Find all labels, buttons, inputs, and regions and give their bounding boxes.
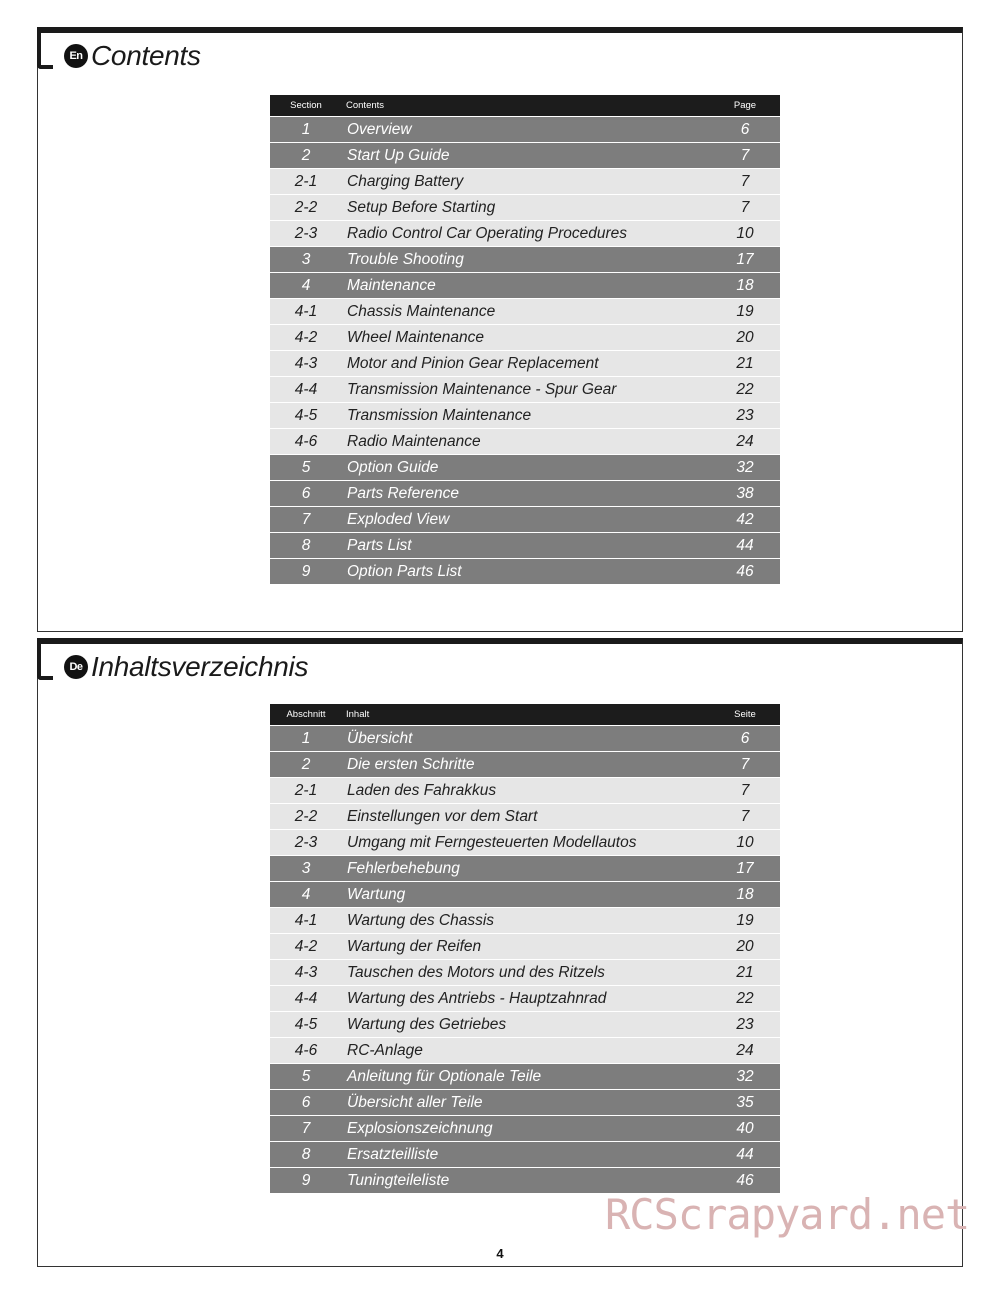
- row-section-number: 4-2: [294, 937, 318, 955]
- row-section-number: 9: [301, 1171, 311, 1189]
- toc-row: [270, 855, 780, 881]
- section-heading-en: [64, 40, 201, 72]
- row-section-number: 4-6: [294, 1041, 318, 1059]
- row-section-number: 3: [301, 250, 311, 268]
- row-section-number: 6: [301, 1093, 311, 1111]
- row-title: Tauschen des Motors und des Ritzels: [347, 963, 605, 981]
- row-page-number: 21: [736, 963, 754, 981]
- row-title: Die ersten Schritte: [347, 755, 475, 773]
- row-section-number: 5: [301, 1067, 311, 1085]
- row-section-number: 2-1: [294, 172, 318, 190]
- row-title: Parts List: [347, 536, 412, 554]
- toc-table-en: [270, 95, 780, 584]
- row-section-number: 2-2: [294, 807, 318, 825]
- row-page-number: 7: [740, 755, 750, 773]
- toc-row: [270, 220, 780, 246]
- row-page-number: 32: [736, 1067, 754, 1085]
- row-section-number: 4-5: [294, 406, 318, 424]
- toc-row: [270, 454, 780, 480]
- row-page-number: 7: [740, 807, 750, 825]
- toc-row: [270, 298, 780, 324]
- header-contents: Inhalt: [346, 709, 370, 720]
- header-page: Page: [733, 100, 757, 111]
- row-section-number: 5: [301, 458, 311, 476]
- toc-row: [270, 532, 780, 558]
- row-title: Ersatzteilliste: [347, 1145, 439, 1163]
- toc-row: [270, 376, 780, 402]
- toc-row: [270, 116, 780, 142]
- row-section-number: 7: [301, 1119, 311, 1137]
- row-section-number: 4-6: [294, 432, 318, 450]
- toc-row: [270, 881, 780, 907]
- toc-row: [270, 142, 780, 168]
- toc-row: [270, 829, 780, 855]
- header-page: Seite: [734, 709, 756, 720]
- row-page-number: 46: [736, 1171, 754, 1189]
- row-page-number: 24: [736, 1041, 754, 1059]
- row-title: Charging Battery: [347, 172, 464, 190]
- row-section-number: 2-2: [294, 198, 318, 216]
- row-section-number: 4-4: [294, 989, 318, 1007]
- row-page-number: 24: [736, 432, 754, 450]
- toc-row: [270, 402, 780, 428]
- row-title: Radio Control Car Operating Procedures: [347, 224, 627, 242]
- row-page-number: 44: [736, 536, 754, 554]
- row-section-number: 2: [301, 146, 311, 164]
- row-title: Einstellungen vor dem Start: [347, 807, 538, 825]
- watermark: RCScrapyard.net: [605, 1190, 970, 1239]
- row-page-number: 10: [736, 833, 754, 851]
- row-section-number: 9: [301, 562, 311, 580]
- row-title: Wartung der Reifen: [347, 937, 482, 955]
- toc-row: [270, 168, 780, 194]
- toc-row: [270, 959, 780, 985]
- row-page-number: 32: [736, 458, 754, 476]
- row-section-number: 4-4: [294, 380, 318, 398]
- row-page-number: 42: [736, 510, 754, 528]
- toc-row: [270, 324, 780, 350]
- toc-table-de: [270, 704, 780, 1193]
- row-section-number: 2-3: [294, 224, 318, 242]
- row-title: Wartung des Chassis: [347, 911, 495, 929]
- row-title: Wheel Maintenance: [347, 328, 484, 346]
- row-page-number: 18: [736, 885, 754, 903]
- row-page-number: 23: [736, 406, 754, 424]
- row-title: RC-Anlage: [347, 1041, 423, 1059]
- row-page-number: 22: [736, 380, 754, 398]
- toc-row: [270, 558, 780, 584]
- row-section-number: 4: [301, 885, 311, 903]
- row-title: Wartung des Antriebs - Hauptzahnrad: [347, 989, 607, 1007]
- row-page-number: 19: [736, 302, 754, 320]
- row-title: Anleitung für Optionale Teile: [347, 1067, 542, 1085]
- language-badge-icon: De: [64, 655, 88, 679]
- row-title: Transmission Maintenance: [347, 406, 532, 424]
- row-title: Exploded View: [347, 510, 450, 528]
- row-title: Start Up Guide: [347, 146, 450, 164]
- row-title: Chassis Maintenance: [347, 302, 496, 320]
- row-page-number: 6: [740, 729, 750, 747]
- row-title: Tuningteileliste: [347, 1171, 450, 1189]
- row-page-number: 23: [736, 1015, 754, 1033]
- row-title: Parts Reference: [347, 484, 459, 502]
- row-title: Overview: [347, 120, 412, 138]
- row-section-number: 4: [301, 276, 311, 294]
- row-section-number: 1: [301, 120, 311, 138]
- contents-panel-de: [37, 638, 963, 1267]
- row-section-number: 4-1: [294, 302, 318, 320]
- header-section: Section: [290, 100, 322, 111]
- contents-panel-en: [37, 27, 963, 632]
- toc-row: [270, 1115, 780, 1141]
- row-title: Laden des Fahrakkus: [347, 781, 497, 799]
- toc-row: [270, 751, 780, 777]
- toc-row: [270, 933, 780, 959]
- page-title: Contents: [91, 40, 201, 71]
- toc-row: [270, 350, 780, 376]
- toc-row: [270, 1141, 780, 1167]
- row-section-number: 6: [301, 484, 311, 502]
- toc-header: [270, 95, 780, 116]
- row-section-number: 2-3: [294, 833, 318, 851]
- row-section-number: 4-1: [294, 911, 318, 929]
- row-page-number: 10: [736, 224, 754, 242]
- header-contents: Contents: [346, 100, 385, 111]
- row-page-number: 19: [736, 911, 754, 929]
- toc-row: [270, 1089, 780, 1115]
- toc-row: [270, 777, 780, 803]
- row-page-number: 17: [736, 859, 754, 877]
- row-title: Übersicht: [347, 729, 413, 747]
- row-section-number: 2: [301, 755, 311, 773]
- row-page-number: 17: [736, 250, 754, 268]
- toc-row: [270, 907, 780, 933]
- row-title: Radio Maintenance: [347, 432, 481, 450]
- row-page-number: 46: [736, 562, 754, 580]
- row-section-number: 8: [301, 1145, 311, 1163]
- row-title: Option Parts List: [347, 562, 462, 580]
- toc-row: [270, 803, 780, 829]
- toc-row: [270, 428, 780, 454]
- row-section-number: 4-3: [294, 963, 318, 981]
- toc-rows: [270, 725, 780, 1193]
- row-page-number: 7: [740, 781, 750, 799]
- row-title: Explosionszeichnung: [347, 1119, 493, 1137]
- row-page-number: 7: [740, 172, 750, 190]
- row-page-number: 38: [736, 484, 754, 502]
- row-section-number: 7: [301, 510, 311, 528]
- row-title: Wartung: [347, 885, 406, 903]
- row-title: Motor and Pinion Gear Replacement: [347, 354, 599, 372]
- header-section: Abschnitt: [286, 709, 326, 720]
- toc-row: [270, 246, 780, 272]
- row-section-number: 4-3: [294, 354, 318, 372]
- row-page-number: 44: [736, 1145, 754, 1163]
- row-title: Maintenance: [347, 276, 436, 294]
- row-title: Umgang mit Ferngesteuerten Modellautos: [347, 833, 637, 851]
- row-section-number: 1: [301, 729, 311, 747]
- toc-row: [270, 985, 780, 1011]
- row-page-number: 22: [736, 989, 754, 1007]
- row-section-number: 2-1: [294, 781, 318, 799]
- toc-row: [270, 194, 780, 220]
- toc-row: [270, 725, 780, 751]
- row-title: Transmission Maintenance - Spur Gear: [347, 380, 617, 398]
- row-page-number: 18: [736, 276, 754, 294]
- toc-rows: [270, 116, 780, 584]
- row-section-number: 4-5: [294, 1015, 318, 1033]
- language-badge-icon: En: [64, 44, 88, 68]
- toc-row: [270, 506, 780, 532]
- row-page-number: 21: [736, 354, 754, 372]
- row-title: Fehlerbehebung: [347, 859, 460, 877]
- row-title: Wartung des Getriebes: [347, 1015, 507, 1033]
- row-title: Trouble Shooting: [347, 250, 464, 268]
- row-section-number: 8: [301, 536, 311, 554]
- toc-row: [270, 272, 780, 298]
- toc-row: [270, 1011, 780, 1037]
- page-title: Inhaltsverzeichnis: [91, 651, 309, 682]
- corner-accent: [37, 638, 53, 680]
- row-title: Setup Before Starting: [347, 198, 496, 216]
- row-page-number: 7: [740, 146, 750, 164]
- row-page-number: 40: [736, 1119, 754, 1137]
- row-section-number: 3: [301, 859, 311, 877]
- toc-row: [270, 1063, 780, 1089]
- toc-header: [270, 704, 780, 725]
- row-section-number: 4-2: [294, 328, 318, 346]
- toc-row: [270, 480, 780, 506]
- toc-row: [270, 1037, 780, 1063]
- page-number: 4: [496, 1246, 504, 1261]
- row-title: Übersicht aller Teile: [347, 1093, 483, 1111]
- section-heading-de: [64, 651, 308, 683]
- row-page-number: 35: [736, 1093, 754, 1111]
- row-page-number: 20: [736, 328, 754, 346]
- row-page-number: 6: [740, 120, 750, 138]
- row-title: Option Guide: [347, 458, 439, 476]
- row-page-number: 7: [740, 198, 750, 216]
- row-page-number: 20: [736, 937, 754, 955]
- corner-accent: [37, 27, 53, 69]
